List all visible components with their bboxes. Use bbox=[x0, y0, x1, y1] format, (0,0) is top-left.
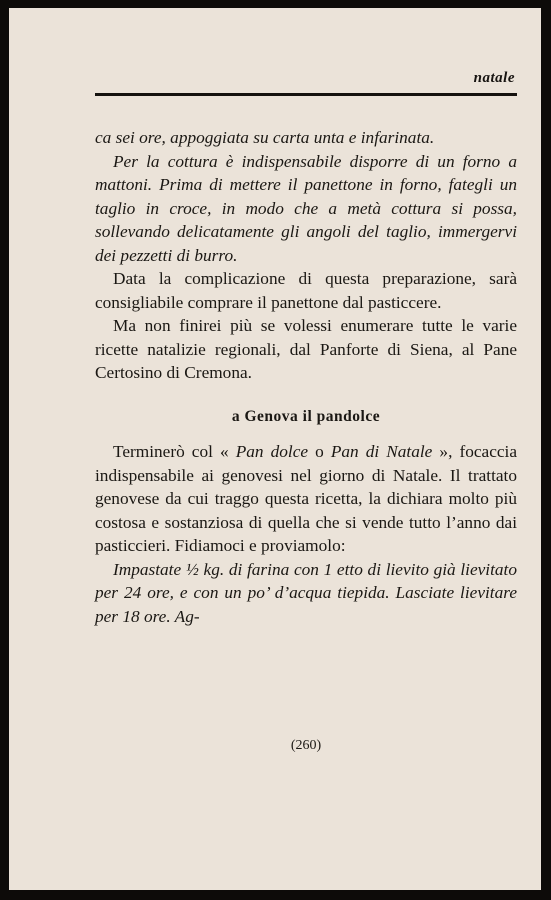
page-number: (260) bbox=[290, 738, 322, 753]
paragraph-5-text-a: Terminerò col « bbox=[113, 442, 236, 461]
paragraph-5 bbox=[95, 440, 517, 558]
pan-di-natale-term: Pan di Natale bbox=[330, 442, 433, 461]
paragraph-1: ca sei ore, appoggiata su carta unta e infarinata. bbox=[95, 128, 435, 147]
running-title: natale bbox=[473, 70, 515, 86]
pan-dolce-term: Pan dolce bbox=[235, 442, 309, 461]
body-text bbox=[95, 126, 517, 628]
paragraph-6: Impastate ½ kg. di farina con 1 etto di lievito già lievitato per 24 ore, e con un po’ d’acqua tiepida. Lasciate lievitare per 18 ore. Ag- bbox=[95, 559, 517, 626]
header-rule bbox=[95, 93, 517, 96]
paragraph-4: Ma non finirei più se volessi enumerare tutte le varie ricette natalizie regionali, dal Panforte di Siena, al Pane Certosino di Cremona. bbox=[95, 316, 517, 382]
paragraph-3: Data la complicazione di questa preparazione, sarà consigliabile comprare il panettone dal pasticcere. bbox=[95, 269, 517, 312]
section-heading: a Genova il pandolce bbox=[231, 407, 381, 425]
book-page bbox=[9, 8, 541, 890]
paragraph-5-text-c: », focaccia indispensabile ai genovesi nel giorno di Natale. Il trattato genovese da cui traggo questa ricetta, la dichiara molto più costosa e sostanziosa di quella che si vende tutto l’anno dai pasticcieri. Fidiamoci e proviamolo: bbox=[95, 442, 518, 555]
paragraph-2: Per la cottura è indispensabile disporre di un forno a mattoni. Prima di mettere il panettone in forno, fategli un taglio in croce, in modo che a metà cottura si possa, sollevando delicatamente gli angoli del taglio, immergervi dei pezzetti di burro. bbox=[95, 151, 517, 265]
paragraph-5-text-b: o bbox=[308, 442, 331, 461]
